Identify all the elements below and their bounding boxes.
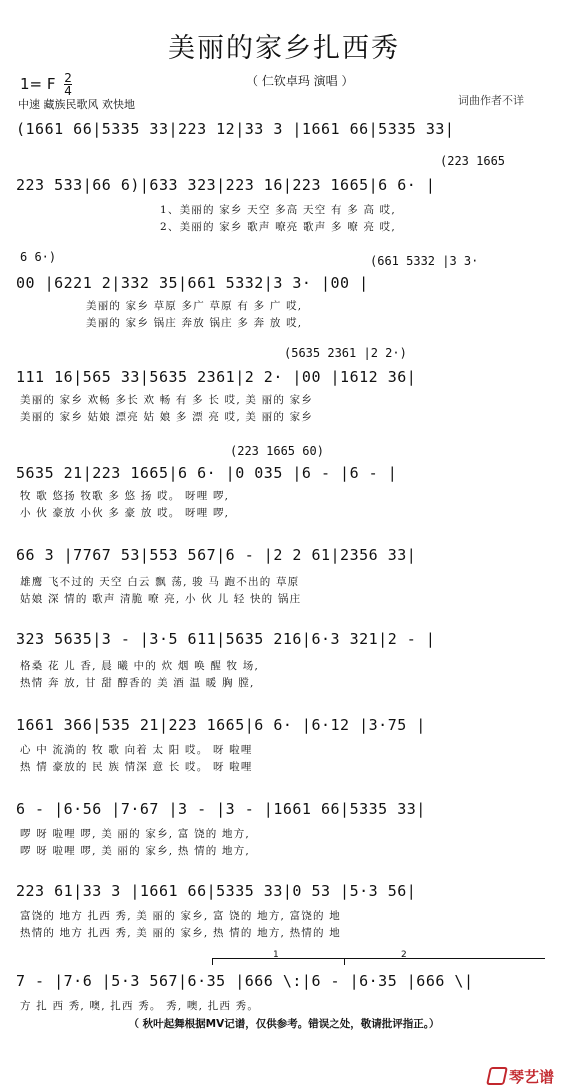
score-line-10 (16, 880, 556, 902)
meter-top: 2 (64, 71, 72, 85)
meter-bottom: 4 (64, 84, 72, 98)
lyric-verse-1: 格桑 花 儿 香, 晨 曦 中的 炊 烟 唤 醒 牧 场, (20, 660, 260, 672)
performer: （ 仁钦卓玛 演唱 ） (246, 74, 354, 88)
notes: 6 - |6·56 |7·67 |3 - |3 - |1661 66|5335 33| (16, 800, 426, 818)
pickup-notes: 6 6·) (20, 250, 57, 264)
score-line-8 (16, 714, 556, 736)
volta-bracket-1 (212, 950, 363, 965)
instrumental-aside: (223 1665 60) (230, 444, 324, 458)
notes: 66 3 |7767 53|553 567|6 - |2 2 61|2356 33| (16, 546, 417, 564)
lyric-verse-1: 富饶的 地方 扎西 秀, 美 丽的 家乡, 富 饶的 地方, 富饶的 地 (20, 910, 341, 922)
lyric-verse-2: 热情 奔 放, 甘 甜 醇香的 美 酒 温 暖 胸 膛, (20, 677, 255, 689)
instrumental-aside: (661 5332 |3 3· (370, 254, 479, 268)
site-logo (488, 1066, 554, 1087)
notes: 00 |6221 2|332 35|661 5332|3 3· |00 | (16, 274, 369, 292)
time-signature (64, 72, 72, 97)
logo-text: 琴艺谱 (508, 1068, 554, 1086)
lyric-verse-2: 美丽的 家乡 姑娘 漂亮 姑 娘 多 漂 亮 哎, 美 丽的 家乡 (20, 411, 313, 423)
lyric-verse-1: 雄鹰 飞不过的 天空 白云 飘 荡, 骏 马 跑不出的 草原 (20, 576, 300, 588)
score-line-1 (16, 118, 556, 140)
score-line-6 (16, 544, 556, 566)
score-line-9 (16, 798, 556, 820)
lyric-verse-2: 小 伙 豪放 小伙 多 豪 放 哎。 呀哩 啰, (20, 507, 230, 519)
notes: 5635 21|223 1665|6 6· |0 035 |6 - |6 - | (16, 464, 398, 482)
lyric-verse-1: 啰 呀 啦哩 啰, 美 丽的 家乡, 富 饶的 地方, (20, 828, 250, 840)
key-label: 1= F (20, 75, 56, 93)
instrumental-aside: (223 1665 (440, 154, 506, 168)
lyric-verse-2: 热情的 地方 扎西 秀, 美 丽的 家乡, 热 情的 地方, 热情的 地 (20, 927, 341, 939)
lyric-verse-2: 2、美丽的 家乡 歌声 嘹亮 歌声 多 嘹 亮 哎, (160, 221, 396, 233)
notes: 111 16|565 33|5635 2361|2 2· |00 |1612 36| (16, 368, 417, 386)
lyric-verse-2: 姑娘 深 情的 歌声 清脆 嘹 亮, 小 伙 儿 轻 快的 锅庄 (20, 593, 302, 605)
page-title: 美丽的家乡扎西秀 (168, 33, 400, 64)
lyric-verse-2: 啰 呀 啦哩 啰, 美 丽的 家乡, 热 情的 地方, (20, 845, 250, 857)
score-line-11 (16, 970, 556, 992)
score-line-5 (16, 462, 556, 484)
lyric-verse-1: 1、美丽的 家乡 天空 多高 天空 有 多 高 哎, (160, 204, 396, 216)
notes: 323 5635|3 - |3·5 611|5635 216|6·3 321|2 - | (16, 630, 436, 648)
transcriber-note: （ 秋叶起舞根据MV记谱，仅供参考。错误之处，敬请批评指正。） (128, 1018, 440, 1030)
volta-bracket-2 (344, 950, 545, 965)
score-line-7 (16, 628, 556, 650)
lyric-verse-1: 美丽的 家乡 欢畅 多长 欢 畅 有 多 长 哎, 美 丽的 家乡 (20, 394, 313, 406)
lyric-verse-1: 心 中 流淌的 牧 歌 向着 太 阳 哎。 呀 啦哩 (20, 744, 253, 756)
lyric-verse-2: 热 情 豪放的 民 族 情深 意 长 哎。 呀 啦哩 (20, 761, 253, 773)
lyric-verse-1: 方 扎 西 秀, 噢, 扎西 秀。 秀, 噢, 扎西 秀。 (20, 1000, 260, 1012)
volta-number: 2 (401, 950, 407, 960)
notes: 7 - |7·6 |5·3 567|6·35 |666 \:|6 - |6·35 |666 \| (16, 972, 474, 990)
lyric-verse-1: 牧 歌 悠扬 牧歌 多 悠 扬 哎。 呀哩 啰, (20, 490, 230, 502)
notes: 1661 366|535 21|223 1665|6 6· |6·12 |3·75 | (16, 716, 426, 734)
lyric-verse-1: 美丽的 家乡 草原 多广 草原 有 多 广 哎, (86, 300, 303, 312)
key-signature (20, 72, 72, 97)
tempo-marking: 中速 藏族民歌风 欢快地 (18, 98, 135, 111)
notes: 223 533|66 6)|633 323|223 16|223 1665|6 6· | (16, 176, 436, 194)
score-line-2 (16, 174, 556, 196)
score-line-4 (16, 366, 556, 388)
notes: 223 61|33 3 |1661 66|5335 33|0 53 |5·3 56| (16, 882, 417, 900)
logo-icon (486, 1067, 508, 1085)
score-line-3 (16, 272, 556, 294)
composer-credit: 词曲作者不详 (458, 94, 524, 107)
instrumental-aside: (5635 2361 |2 2·) (284, 346, 407, 360)
lyric-verse-2: 美丽的 家乡 锅庄 奔放 锅庄 多 奔 放 哎, (86, 317, 303, 329)
notes: (1661 66|5335 33|223 12|33 3 |1661 66|5335 33| (16, 120, 455, 138)
volta-number: 1 (273, 950, 279, 960)
